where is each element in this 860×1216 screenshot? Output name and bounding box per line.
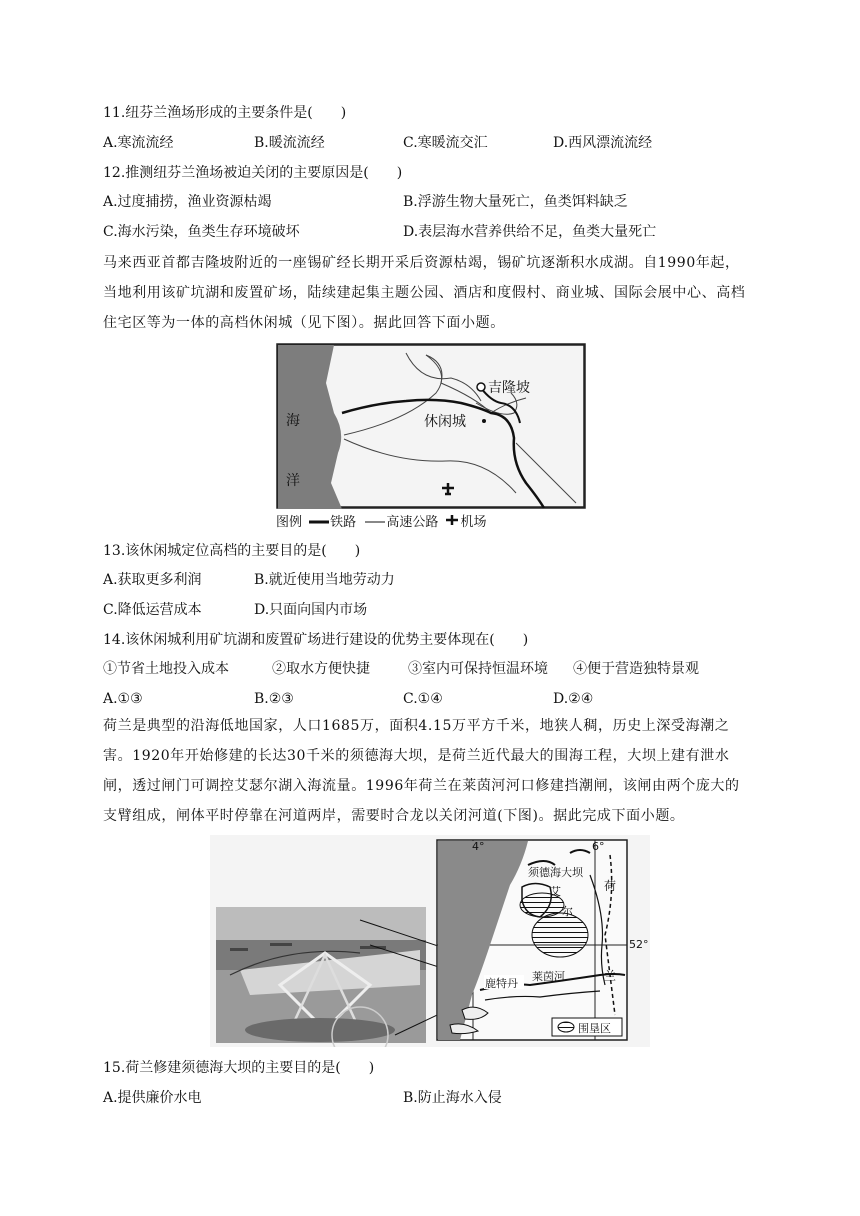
q14-item-1: ①节省土地投入成本 [103, 661, 229, 677]
q11-option-b[interactable]: B.暖流流经 [254, 135, 325, 151]
q15-option-b[interactable]: B.防止海水入侵 [403, 1090, 502, 1106]
polder-area [532, 913, 588, 957]
q14-stem: 14.该休闲城利用矿坑湖和废置矿场进行建设的优势主要体现在( ) [103, 632, 529, 648]
q13-option-c[interactable]: C.降低运营成本 [103, 602, 202, 618]
city-marker [477, 383, 485, 391]
airport-legend-icon [444, 514, 460, 526]
q12-stem: 12.推测纽芬兰渔场被迫关闭的主要原因是( ) [103, 165, 403, 181]
q14-item-4: ④便于营造独特景观 [573, 661, 699, 677]
lake-label-2: 尔 [562, 905, 573, 918]
q11-stem: 11.纽芬兰渔场形成的主要条件是( ) [103, 105, 347, 121]
highway-legend-icon [362, 518, 386, 526]
legend-prefix: 图例 [276, 515, 303, 530]
barrier-photo [216, 907, 426, 1047]
q14-item-3: ③室内可保持恒温环境 [408, 661, 548, 677]
sea-label-1: 海 [286, 413, 300, 429]
q14-option-b[interactable]: B.②③ [254, 691, 294, 707]
q13-option-b[interactable]: B.就近使用当地劳动力 [254, 572, 395, 588]
q14-option-c[interactable]: C.①④ [403, 691, 443, 707]
q15-stem: 15.荷兰修建须德海大坝的主要目的是( ) [103, 1060, 375, 1076]
q11-option-d[interactable]: D.西风漂流流经 [553, 135, 653, 151]
q12-option-d[interactable]: D.表层海水营养供给不足，鱼类大量死亡 [403, 224, 657, 240]
q14-option-d[interactable]: D.②④ [553, 691, 594, 707]
q14-option-a[interactable]: A.①③ [103, 691, 143, 707]
longitude-4: 4° [472, 840, 485, 853]
rotterdam-label: 鹿特丹 [485, 977, 518, 990]
q14-item-2: ②取水方便快捷 [272, 661, 370, 677]
q12-option-a[interactable]: A.过度捕捞，渔业资源枯竭 [103, 194, 272, 210]
q11-option-a[interactable]: A.寒流流经 [103, 135, 174, 151]
city-label: 吉隆坡 [488, 380, 530, 396]
dam-label: 须德海大坝 [528, 866, 583, 879]
map1-legend [276, 511, 586, 530]
lake-label-1: 艾 [550, 885, 561, 898]
rhine-label: 莱茵河 [532, 970, 565, 983]
leisure-city-marker [482, 419, 486, 423]
passage-netherlands: 荷兰是典型的沿海低地国家，人口1685万，面积4.15万平方千米，地狭人稠，历史上深受海潮之害。1920年开始修建的长达30千米的须德海大坝，是荷兰近代最大的围海工程，大坝上建有泄水闸，透过闸门可调控艾瑟尔湖入海流量。1996年荷兰在莱茵河河口修建挡潮闸，该闸由两个庞大的支臂组成，闸体平时停靠在河道两岸，需要时合龙以关闭河道(下图)。据此完成下面小题。 [103, 718, 740, 824]
q13-stem: 13.该休闲城定位高档的主要目的是( ) [103, 543, 361, 559]
legend-airport: 机场 [460, 515, 487, 530]
legend-railway: 铁路 [330, 515, 357, 530]
kuala-lumpur-map [276, 343, 586, 511]
q13-option-a[interactable]: A.获取更多利润 [103, 572, 202, 588]
q11-option-c[interactable]: C.寒暖流交汇 [403, 135, 488, 151]
q15-option-a[interactable]: A.提供廉价水电 [103, 1090, 202, 1106]
longitude-6: 6° [592, 840, 605, 853]
q12-option-b[interactable]: B.浮游生物大量死亡，鱼类饵料缺乏 [403, 194, 628, 210]
country-label-1: 荷 [604, 879, 617, 893]
map2-legend-label: 围垦区 [578, 1022, 611, 1035]
sea-label-2: 洋 [286, 473, 300, 489]
railway-legend-icon [308, 518, 330, 526]
latitude-52: 52° [629, 938, 649, 951]
netherlands-figure [210, 835, 650, 1047]
polder-legend-icon [558, 1022, 574, 1032]
passage-malaysia: 马来西亚首都吉隆坡附近的一座锡矿经长期开采后资源枯竭，锡矿坑逐渐积水成湖。自1990年起，当地利用该矿坑湖和废置矿场，陆续建起集主题公园、酒店和度假村、商业城、国际会展中心、高档住宅区等为一体的高档休闲城（见下图）。据此回答下面小题。 [103, 255, 746, 331]
legend-highway: 高速公路 [386, 515, 439, 530]
country-label-2: 兰 [604, 969, 617, 983]
q12-option-c[interactable]: C.海水污染，鱼类生存环境破坏 [103, 224, 300, 240]
leisure-city-label: 休闲城 [424, 414, 466, 430]
q13-option-d[interactable]: D.只面向国内市场 [254, 602, 368, 618]
